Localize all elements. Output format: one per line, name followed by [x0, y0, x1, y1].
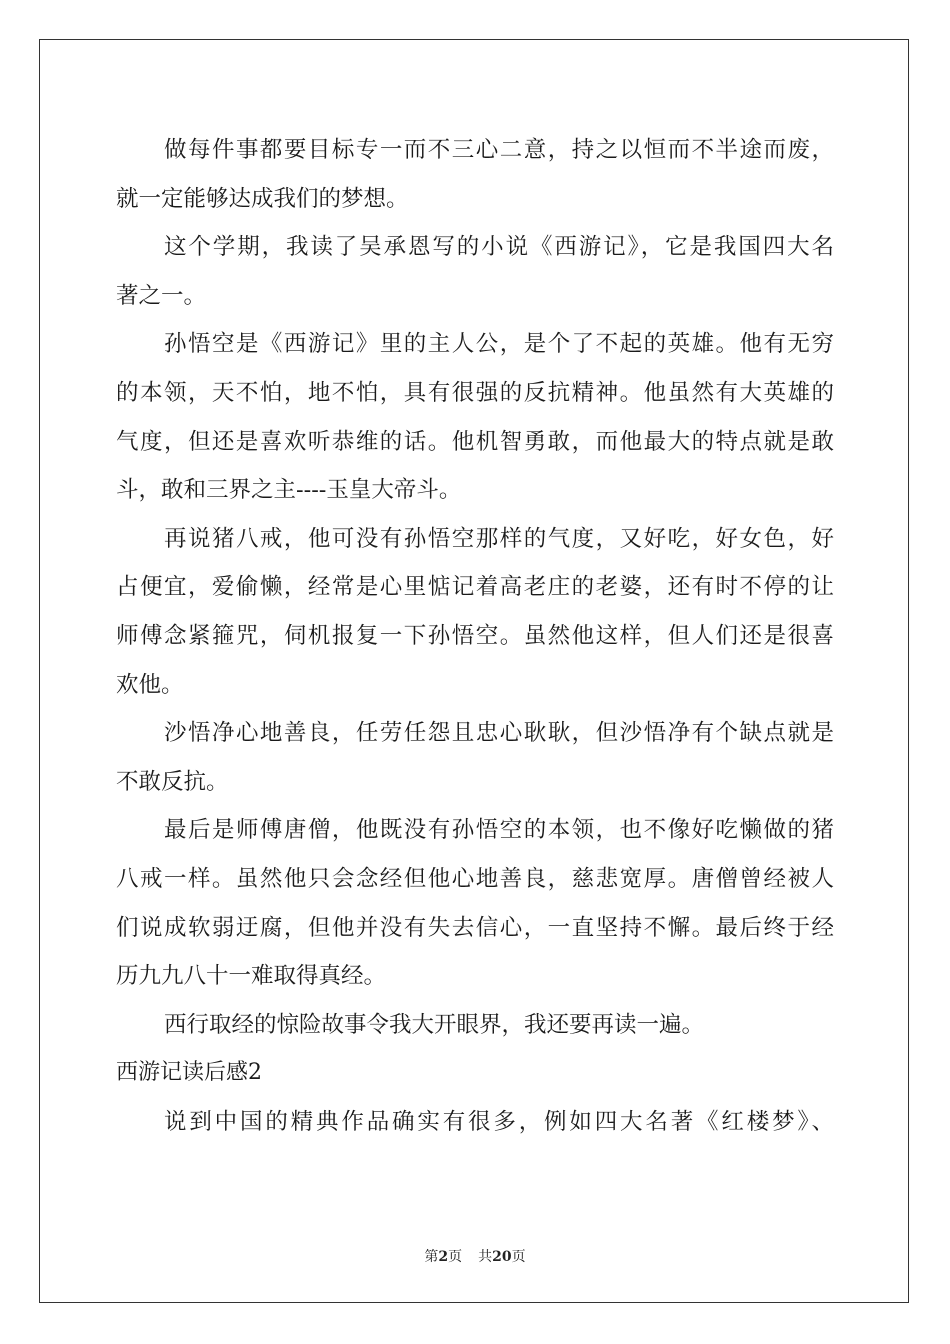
section-heading: 西游记读后感2: [116, 1060, 262, 1086]
text-line: 西行取经的惊险故事令我大开眼界，我还要再读一遍。: [164, 1011, 705, 1038]
text-line: 占便宜，爱偷懒，经常是心里惦记着高老庄的老婆，还有时不停的让: [116, 574, 834, 601]
text-line: 这个学期，我读了吴承恩写的小说《西游记》，它是我国四大名: [164, 234, 834, 261]
text-line: 做每件事都要目标专一而不三心二意，持之以恒而不半途而废，: [164, 137, 834, 163]
text-line: 师傅念紧箍咒，伺机报复一下孙悟空。虽然他这样，但人们还是很喜: [116, 622, 834, 649]
page-suffix: 页: [448, 1249, 463, 1265]
document-body: [116, 126, 834, 1146]
page-number: 2: [438, 1249, 449, 1265]
text-line: 再说猪八戒，他可没有孙悟空那样的气度，又好吃，好女色，好: [164, 525, 834, 552]
total-suffix: 页: [511, 1249, 526, 1265]
text-line: 历九九八十一难取得真经。: [116, 963, 387, 990]
total-prefix: 共: [478, 1249, 493, 1265]
page-prefix: 第: [424, 1249, 439, 1265]
text-line: 说到中国的精典作品确实有很多，例如四大名著《红楼梦》、: [164, 1108, 834, 1135]
text-line: 不敢反抗。: [116, 768, 229, 795]
text-line: 们说成软弱迂腐，但他并没有失去信心，一直坚持不懈。最后终于经: [116, 914, 834, 941]
total-pages: 20: [492, 1249, 512, 1265]
text-line: 孙悟空是《西游记》里的主人公，是个了不起的英雄。他有无穷: [164, 331, 834, 358]
page-footer: [0, 1246, 950, 1266]
text-line: 最后是师傅唐僧，他既没有孙悟空的本领，也不像好吃懒做的猪: [164, 817, 834, 844]
text-line: 斗，敢和三界之主----玉皇大帝斗。: [116, 477, 462, 504]
text-line: 就一定能够达成我们的梦想。: [116, 185, 409, 212]
text-line: 著之一。: [116, 282, 207, 309]
text-line: 气度，但还是喜欢听恭维的话。他机智勇敢，而他最大的特点就是敢: [116, 428, 834, 455]
text-line: 欢他。: [116, 671, 184, 698]
text-line: 沙悟净心地善良，任劳任怨且忠心耿耿，但沙悟净有个缺点就是: [164, 720, 834, 747]
text-line: 八戒一样。虽然他只会念经但他心地善良，慈悲宽厚。唐僧曾经被人: [116, 865, 834, 892]
text-line: 的本领，天不怕，地不怕，具有很强的反抗精神。他虽然有大英雄的: [116, 379, 834, 406]
